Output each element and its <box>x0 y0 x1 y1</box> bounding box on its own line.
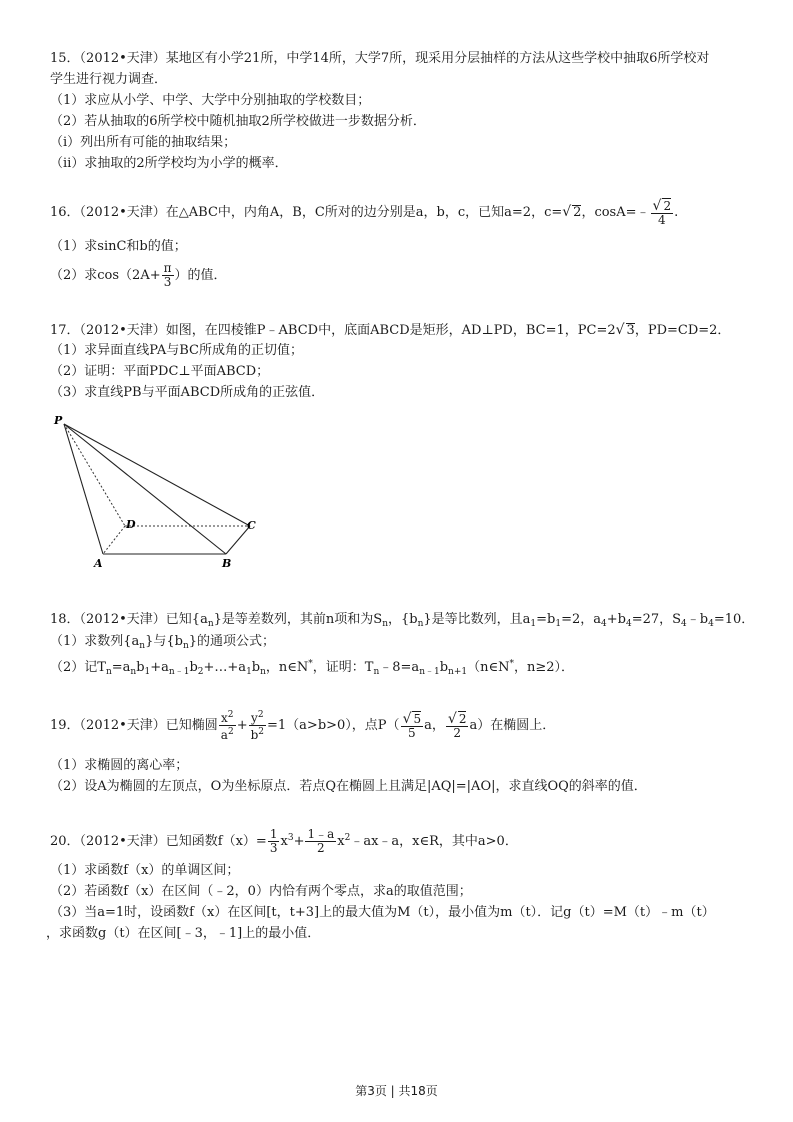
q20-frac1 <box>268 828 280 855</box>
edge-pd <box>64 424 125 526</box>
q19-y-frac: $\frac{y^2}{b^2}$ <box>250 710 265 742</box>
q18-part1: （1）求数列$\{a_n\}$与$\{b_n\}$的通项公式； <box>50 634 276 651</box>
q16-frac-num: 2 <box>663 199 672 213</box>
q16-text-a: 16．（2012•天津）在△ABC中，内角A，B，C所对的边分别是a，b，c，已知a=2，c= <box>50 205 563 220</box>
q16-part2 <box>50 262 227 289</box>
q19-p-x: $\frac{√ 5}{5}$ <box>402 711 422 740</box>
q18-p1-text: （1）求数列{a <box>50 634 140 649</box>
q19-stem: 19．（2012•天津）已知椭圆 $\frac{x^2}{a^2}$ + $\frac{y^2}{b^2}$ =1（a>b>0），点P（ $\frac{√ 5}{5}$ a， $\frac{√ 2}{2}$ a）在椭圆上． <box>50 710 556 742</box>
label-d: D <box>126 518 136 531</box>
q16-p2-text-a: （2）求cos（2A+ <box>50 268 161 283</box>
q18-p2-text: （2）记T <box>50 660 106 675</box>
q19-x: x <box>220 711 228 725</box>
label-b: B <box>222 557 232 570</box>
q16-fraction: $\frac{√ 2}{4}$ <box>652 198 672 227</box>
q20-n2: 1﹣a <box>307 827 335 841</box>
q19-den2: 2 <box>453 726 461 740</box>
q18-stem: 18．（2012•天津）已知$\{a_n\}$是等差数列，其前n项和为$S_n$，$\{b_n\}$是等比数列，且$a_1=b_1=2$，$a_4+b_4=27$，$S_4﹣b_4=10$． <box>50 612 755 629</box>
q16-p2-num: π <box>163 261 172 275</box>
q18-part2: （2）记$T_n=a_nb_1+a_{n﹣1}b_2+\dots+a_1b_n$，n∈N*，证明：$T_n﹣8=a_{n﹣1}b_{n+1}(n\in N^*$，n≥2）． <box>50 659 575 677</box>
q19-den5: 5 <box>408 726 416 740</box>
q16-text-c: . <box>674 205 679 220</box>
q20-tail: ﹣ax﹣a，x∈R，其中a>0． <box>350 834 518 849</box>
q19-p-y: $\frac{√ 2}{2}$ <box>447 711 467 740</box>
q20-d2: 2 <box>317 841 325 855</box>
q19-y: y <box>251 711 258 725</box>
q19-a: a <box>220 728 228 742</box>
sqrt-symbol: √ <box>615 322 625 338</box>
q16-stem <box>50 198 678 227</box>
q17-text-a: 17．（2012•天津）如图，在四棱锥P﹣ABCD中，底面ABCD是矩形，AD⊥PD，BC=1，PC=2 <box>50 323 616 338</box>
label-p: P <box>54 414 63 427</box>
q17-sqrt-pc: 3 <box>626 323 635 338</box>
q20-part2: （2）若函数f（x）在区间（﹣2，0）内恰有两个零点，求a的取值范围； <box>50 884 472 899</box>
label-c: C <box>247 519 256 532</box>
q15-stem-line1: 15．（2012•天津）某地区有小学21所，中学14所，大学7所，现采用分层抽样的方法从这些学校中抽取6所学校对 <box>50 51 710 66</box>
q19-cond: =1（a>b>0），点P（ <box>267 718 400 733</box>
q20-d1: 3 <box>269 841 278 855</box>
edge-da <box>103 526 125 554</box>
q15-part2-ii: （ⅱ）求抽取的2所学校均为小学的概率． <box>50 156 288 171</box>
q19-tail: a）在椭圆上． <box>469 718 556 733</box>
q20-n1: 1 <box>269 827 278 841</box>
q15-part1: （1）求应从小学、中学、大学中分别抽取的学校数目； <box>50 93 371 108</box>
q16-sqrt-c: 2 <box>573 205 582 220</box>
q20-x2: x <box>337 834 345 849</box>
q16-p2-fraction <box>162 262 174 289</box>
label-a: A <box>94 557 103 570</box>
edge-pc <box>64 424 250 526</box>
q20-text-a: 20．（2012•天津）已知函数f（x）= <box>50 834 267 849</box>
q19-mid: a， <box>424 718 445 733</box>
q18-text-a: 18．（2012•天津）已知{a <box>50 612 208 627</box>
q20-part3-cont: ，求函数g（t）在区间[﹣3，﹣1]上的最小值． <box>46 926 321 941</box>
q20-part3: （3）当a=1时，设函数f（x）在区间[t，t+3]上的最大值为M（t），最小值为m（t）．记g（t）=M（t）﹣m（t） <box>50 905 715 920</box>
q16-part1: （1）求sinC和b的值； <box>50 239 187 254</box>
q16-p2-text-b: ）的值． <box>174 268 227 283</box>
q15-stem-line2: 学生进行视力调查． <box>50 72 168 87</box>
q19-b: b <box>250 728 259 742</box>
q19-text-a: 19．（2012•天津）已知椭圆 <box>50 718 218 733</box>
q17-part1: （1）求异面直线PA与BC所成角的正切值； <box>50 343 303 358</box>
q16-p2-den: 3 <box>163 275 172 289</box>
q16-text-b: ，cosA=﹣ <box>581 205 650 220</box>
q16-frac-den: 4 <box>657 213 666 227</box>
q17-stem <box>50 321 730 340</box>
page-footer: 第3页 | 共18页 <box>355 1084 438 1098</box>
q17-part2: （2）证明：平面PDC⊥平面ABCD； <box>50 364 270 379</box>
q17-part3: （3）求直线PB与平面ABCD所成角的正弦值． <box>50 385 325 400</box>
q19-sqrt5: 5 <box>413 712 422 726</box>
q20-stem: 20．（2012•天津）已知函数f（x）= $\frac{1}{3}$ $x^3+$ $\frac{1﹣a}{2}$ $x^2﹣ax﹣a$，x∈R，其中a>0． <box>50 827 518 855</box>
pyramid-figure <box>48 412 278 577</box>
q15-part2: （2）若从抽取的6所学校中随机抽取2所学校做进一步数据分析． <box>50 114 426 129</box>
q20-x3: x <box>280 834 288 849</box>
q17-text-b: ，PD=CD=2． <box>634 323 731 338</box>
edge-pb <box>64 424 226 554</box>
sqrt-symbol: √ <box>562 204 572 220</box>
q19-part2: （2）设A为椭圆的左顶点，O为坐标原点．若点Q在椭圆上且满足|AQ|=|AO|，求直线OQ的斜率的值． <box>50 779 647 794</box>
q20-part1: （1）求函数f（x）的单调区间； <box>50 863 240 878</box>
q19-x-frac: $\frac{x^2}{a^2}$ <box>220 710 234 742</box>
q20-frac2 <box>305 828 336 855</box>
edge-pa <box>64 424 103 554</box>
q19-sqrt2: 2 <box>458 712 467 726</box>
q19-part1: （1）求椭圆的离心率； <box>50 758 189 773</box>
q15-part2-i: （ⅰ）列出所有可能的抽取结果； <box>50 135 237 150</box>
